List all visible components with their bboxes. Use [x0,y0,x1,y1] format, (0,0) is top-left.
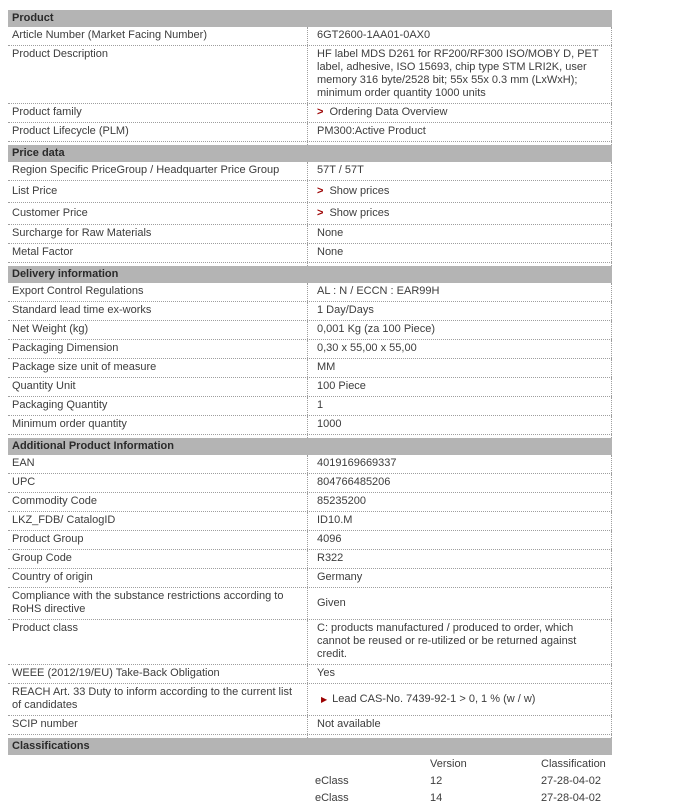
row-value: 0,001 Kg (za 100 Piece) [308,321,612,339]
row-label: Export Control Regulations [8,283,308,301]
row-commodity-code [8,493,612,512]
class-classification: 27-28-04-02 [541,775,601,787]
row-label: UPC [8,474,308,492]
row-upc [8,474,612,493]
triangle-right-icon: ▶ [321,694,328,704]
row-metal-factor [8,244,612,263]
row-label: Standard lead time ex-works [8,302,308,320]
class-classification: 27-28-04-02 [541,792,601,804]
list-price-show-prices-link[interactable] [317,185,389,197]
row-label: Product Lifecycle (PLM) [8,123,308,141]
chevron-right-icon: > [317,106,324,118]
row-packaging-quantity [8,397,612,416]
gap-cell [8,142,308,145]
row-product-lifecycle-plm [8,123,612,142]
row-label: REACH Art. 33 Duty to inform according to the current list of candidates [8,684,308,715]
section-header-product: Product [8,10,612,27]
gap-cell [8,435,308,438]
section-gap [8,142,612,145]
section-gap [8,435,612,438]
row-label: Product family [8,104,308,122]
row-value: R322 [308,550,612,568]
product-data-table [8,10,612,807]
row-label: Packaging Quantity [8,397,308,415]
row-surcharge-for-raw-materials [8,225,612,244]
row-label: Region Specific PriceGroup / Headquarter Price Group [8,162,308,180]
row-value: C: products manufactured / produced to order, which cannot be reused or re-utilized or be returned against credit. [308,620,612,664]
row-value: 1000 [308,416,612,434]
row-country-of-origin [8,569,612,588]
row-export-control-regulations [8,283,612,302]
row-value: 100 Piece [308,378,612,396]
gap-cell [308,142,612,145]
section-header-price-data: Price data [8,145,612,162]
row-value: AL : N / ECCN : EAR99H [308,283,612,301]
row-label: Product class [8,620,308,664]
row-label: Minimum order quantity [8,416,308,434]
row-value: ID10.M [308,512,612,530]
row-value [308,203,612,224]
class-col-spacer [8,758,315,771]
row-package-size-unit-of-measure [8,359,612,378]
row-value: 4096 [308,531,612,549]
lead-cas-no-link[interactable] [317,693,535,706]
row-value: 804766485206 [308,474,612,492]
row-label: Packaging Dimension [8,340,308,358]
row-reach-art-33-duty-to-inform-according-to-the-current-list-of-candidates [8,684,612,716]
gap-cell [8,263,308,266]
row-product-family [8,104,612,123]
row-customer-price [8,203,612,225]
row-value: HF label MDS D261 for RF200/RF300 ISO/MOBY D, PET label, adhesive, ISO 15693, chip type STM LRI2K, user memory 316 byte/2528 bit; 55x 55x 0.3 mm (LxWxH); minimum order quantity 1000 units [308,46,612,103]
row-value: 85235200 [308,493,612,511]
row-value: Not available [308,716,612,734]
row-label: Compliance with the substance restrictions according to RoHS directive [8,588,308,619]
row-label: Commodity Code [8,493,308,511]
class-cell-spacer [8,792,315,805]
row-label: Product Group [8,531,308,549]
row-group-code [8,550,612,569]
row-value [308,181,612,202]
row-region-specific-pricegroup-headquarter-price-group [8,162,612,181]
row-label: Metal Factor [8,244,308,262]
row-value: Germany [308,569,612,587]
link-label: Show prices [329,207,390,219]
row-product-group [8,531,612,550]
chevron-right-icon: > [317,207,324,219]
ordering-data-link[interactable] [317,106,447,118]
gap-cell [308,435,612,438]
class-col-version: Version [430,758,467,770]
section-header-additional-product-information: Additional Product Information [8,438,612,455]
row-value: MM [308,359,612,377]
row-value: 4019169669337 [308,455,612,473]
row-value: None [308,244,612,262]
row-label: Package size unit of measure [8,359,308,377]
row-label: Surcharge for Raw Materials [8,225,308,243]
class-col-classification: Classification [541,758,606,770]
row-weee-2012-19-eu-take-back-obligation [8,665,612,684]
row-label: LKZ_FDB/ CatalogID [8,512,308,530]
classification-row [8,790,612,807]
row-value: Yes [308,665,612,683]
row-product-description [8,46,612,104]
row-lkz-fdb-catalogid [8,512,612,531]
row-packaging-dimension [8,340,612,359]
row-value [308,684,612,715]
row-value: 6GT2600-1AA01-0AX0 [308,27,612,45]
row-label: EAN [8,455,308,473]
gap-cell [308,263,612,266]
classifications-header-row [8,755,612,773]
row-label: SCIP number [8,716,308,734]
row-label: Article Number (Market Facing Number) [8,27,308,45]
class-system: eClass [315,792,349,804]
row-article-number-market-facing-number [8,27,612,46]
row-value: 1 Day/Days [308,302,612,320]
row-value: None [308,225,612,243]
class-version: 12 [430,775,443,787]
row-label: Group Code [8,550,308,568]
row-label: Net Weight (kg) [8,321,308,339]
gap-cell [8,735,308,738]
gap-cell [308,735,612,738]
row-product-class [8,620,612,665]
row-label: Quantity Unit [8,378,308,396]
section-header-delivery-information: Delivery information [8,266,612,283]
row-list-price [8,181,612,203]
link-label: Lead CAS-No. 7439-92-1 > 0, 1 % (w / w) [332,692,536,705]
classification-row [8,773,612,790]
row-value: PM300:Active Product [308,123,612,141]
class-col-system [315,758,430,771]
row-quantity-unit [8,378,612,397]
row-label: List Price [8,181,308,202]
section-header-classifications: Classifications [8,738,612,755]
row-standard-lead-time-ex-works [8,302,612,321]
row-label: WEEE (2012/19/EU) Take-Back Obligation [8,665,308,683]
row-label: Customer Price [8,203,308,224]
class-cell-spacer [8,775,315,788]
row-net-weight-kg [8,321,612,340]
row-value: 57T / 57T [308,162,612,180]
link-label: Show prices [329,185,390,197]
row-value: Given [308,588,612,619]
row-label: Country of origin [8,569,308,587]
class-version: 14 [430,792,443,804]
row-scip-number [8,716,612,735]
customer-price-show-prices-link[interactable] [317,207,389,219]
chevron-right-icon: > [317,185,324,197]
row-label: Product Description [8,46,308,103]
row-minimum-order-quantity [8,416,612,435]
row-value [308,104,612,122]
row-value: 1 [308,397,612,415]
section-gap [8,263,612,266]
row-ean [8,455,612,474]
link-label: Ordering Data Overview [329,106,448,118]
row-compliance-with-the-substance-restrictions-according-to-rohs-directive [8,588,612,620]
row-value: 0,30 x 55,00 x 55,00 [308,340,612,358]
class-system: eClass [315,775,349,787]
section-gap [8,735,612,738]
